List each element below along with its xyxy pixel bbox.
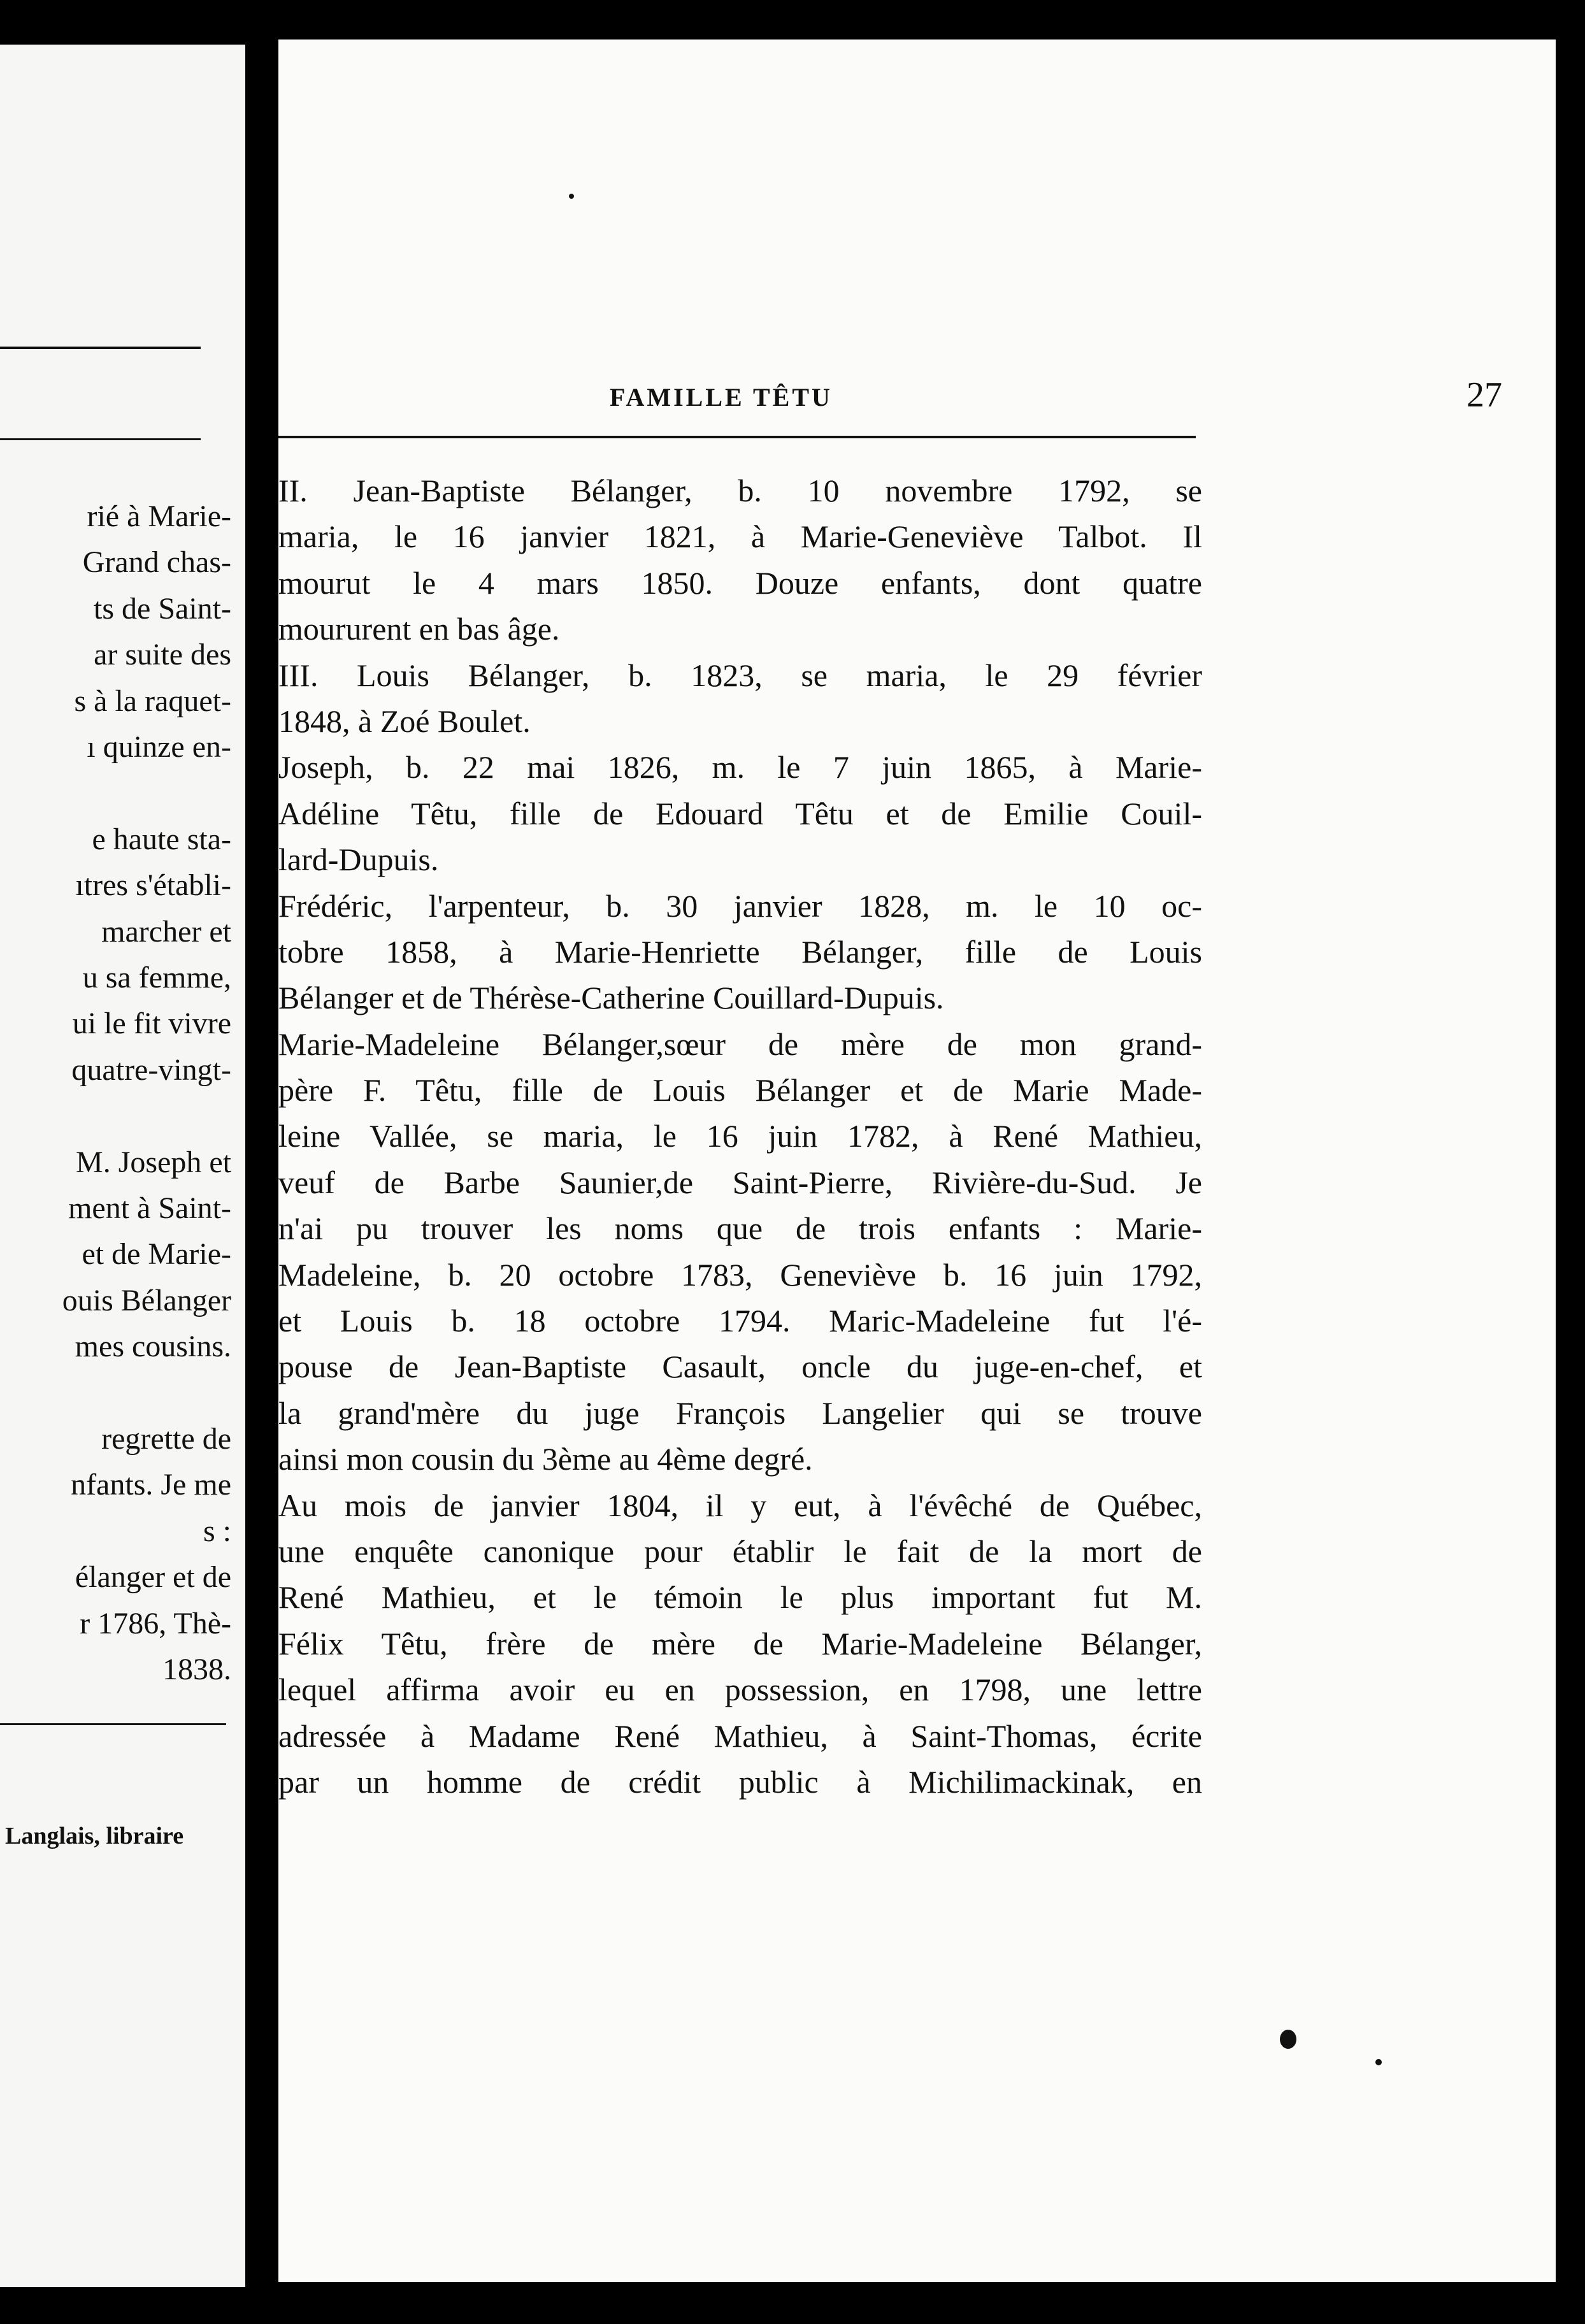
text-line: tobre 1858, à Marie-Henriette Bélanger, fille de Louis	[278, 933, 1202, 970]
left-text-line: marcher et	[101, 914, 231, 949]
left-footnote: Langlais, libraire	[5, 1823, 184, 1849]
text-line: père F. Têtu, fille de Louis Bélanger et de Marie Made-	[278, 1072, 1202, 1108]
text-line: Adéline Têtu, fille de Edouard Têtu et de Emilie Couil-	[278, 795, 1202, 831]
left-text-line: ts de Saint-	[94, 591, 231, 626]
previous-page-fragment	[0, 45, 245, 2287]
left-text-line: ar suite des	[94, 638, 231, 672]
text-line: moururent en bas âge.	[278, 611, 560, 647]
text-line: maria, le 16 janvier 1821, à Marie-Geneviève Talbot. Il	[278, 519, 1202, 555]
text-line: ainsi mon cousin du 3ème au 4ème degré.	[278, 1441, 813, 1477]
ink-speck	[569, 194, 574, 199]
running-header	[278, 371, 1556, 422]
text-line: et Louis b. 18 octobre 1794. Maric-Madeleine fut l'é-	[278, 1303, 1202, 1339]
text-line: la grand'mère du juge François Langelier qui se trouve	[278, 1395, 1202, 1431]
page-number: 27	[1467, 375, 1502, 415]
text-line: Joseph, b. 22 mai 1826, m. le 7 juin 1865, à Marie-	[278, 749, 1202, 785]
left-text-line: 1838.	[162, 1653, 231, 1686]
left-text-line: quatre-vingt-	[71, 1052, 231, 1087]
left-text-line: regrette de	[101, 1422, 231, 1456]
book-gutter	[245, 32, 278, 2300]
left-text-line: ouis Bélanger	[62, 1283, 231, 1317]
left-text-line: élanger et de	[75, 1560, 231, 1595]
left-text-line: ıtres s'établi-	[75, 868, 231, 903]
text-line: lard-Dupuis.	[278, 842, 439, 878]
running-title: FAMILLE TÊTU	[610, 383, 833, 412]
text-line: par un homme de crédit public à Michilimackinak, en	[278, 1763, 1202, 1800]
left-text-line: mes cousins.	[75, 1330, 231, 1364]
text-line: III. Louis Bélanger, b. 1823, se maria, le 29 février	[278, 657, 1202, 693]
text-line: une enquête canonique pour établir le fait de la mort de	[278, 1533, 1202, 1569]
left-text-line: r 1786, Thè-	[80, 1606, 231, 1640]
text-line: Bélanger et de Thérèse-Catherine Couillard-Dupuis.	[278, 980, 944, 1016]
left-text-line: et de Marie-	[82, 1237, 231, 1272]
left-text-line: s :	[203, 1514, 231, 1548]
text-line: leine Vallée, se maria, le 16 juin 1782, à René Mathieu,	[278, 1118, 1202, 1154]
left-text-line: rié à Marie-	[87, 499, 231, 533]
header-rule	[278, 436, 1196, 438]
ink-speck	[1375, 2059, 1382, 2065]
left-text-line: M. Joseph et	[76, 1145, 231, 1179]
left-header-rule-lower	[0, 438, 201, 440]
ink-speck	[1280, 2030, 1296, 2049]
text-line: n'ai pu trouver les noms que de trois enfants : Marie-	[278, 1210, 1202, 1247]
left-footnote-rule	[0, 1723, 226, 1725]
text-line: pouse de Jean-Baptiste Casault, oncle du juge-en-chef, et	[278, 1349, 1202, 1385]
left-text-line: ui le fit vivre	[72, 1007, 231, 1041]
text-line: mourut le 4 mars 1850. Douze enfants, dont quatre	[278, 564, 1202, 601]
left-text-line: u sa femme,	[82, 961, 231, 994]
text-line: lequel affirma avoir eu en possession, en 1798, une lettre	[278, 1672, 1202, 1708]
text-line: Madeleine, b. 20 octobre 1783, Geneviève b. 16 juin 1792,	[278, 1256, 1202, 1293]
left-text-line: nfants. Je me	[71, 1468, 231, 1502]
text-line: Au mois de janvier 1804, il y eut, à l'évêché de Québec,	[278, 1487, 1202, 1523]
left-header-rule	[0, 347, 201, 349]
text-line: Frédéric, l'arpenteur, b. 30 janvier 1828, m. le 10 oc-	[278, 887, 1202, 924]
text-line: René Mathieu, et le témoin le plus important fut M.	[278, 1579, 1202, 1616]
text-line: II. Jean-Baptiste Bélanger, b. 10 novembre 1792, se	[278, 473, 1202, 508]
text-line: adressée à Madame René Mathieu, à Saint-Thomas, écrite	[278, 1718, 1202, 1754]
body-text	[278, 468, 1202, 1805]
text-line: Marie-Madeleine Bélanger,sœur de mère de mon grand-	[278, 1026, 1202, 1062]
left-text-line: ı quinze en-	[87, 730, 231, 764]
left-text-line: s à la raquet-	[74, 684, 231, 718]
left-text-line: Grand chas-	[82, 545, 231, 580]
text-line: Félix Têtu, frère de mère de Marie-Madeleine Bélanger,	[278, 1625, 1202, 1661]
text-line: veuf de Barbe Saunier,de Saint-Pierre, Rivière-du-Sud. Je	[278, 1164, 1202, 1200]
text-line: 1848, à Zoé Boulet.	[278, 703, 531, 739]
page	[278, 39, 1556, 2282]
left-text-line: e haute sta-	[92, 822, 231, 856]
left-text-line: ment à Saint-	[68, 1191, 231, 1225]
